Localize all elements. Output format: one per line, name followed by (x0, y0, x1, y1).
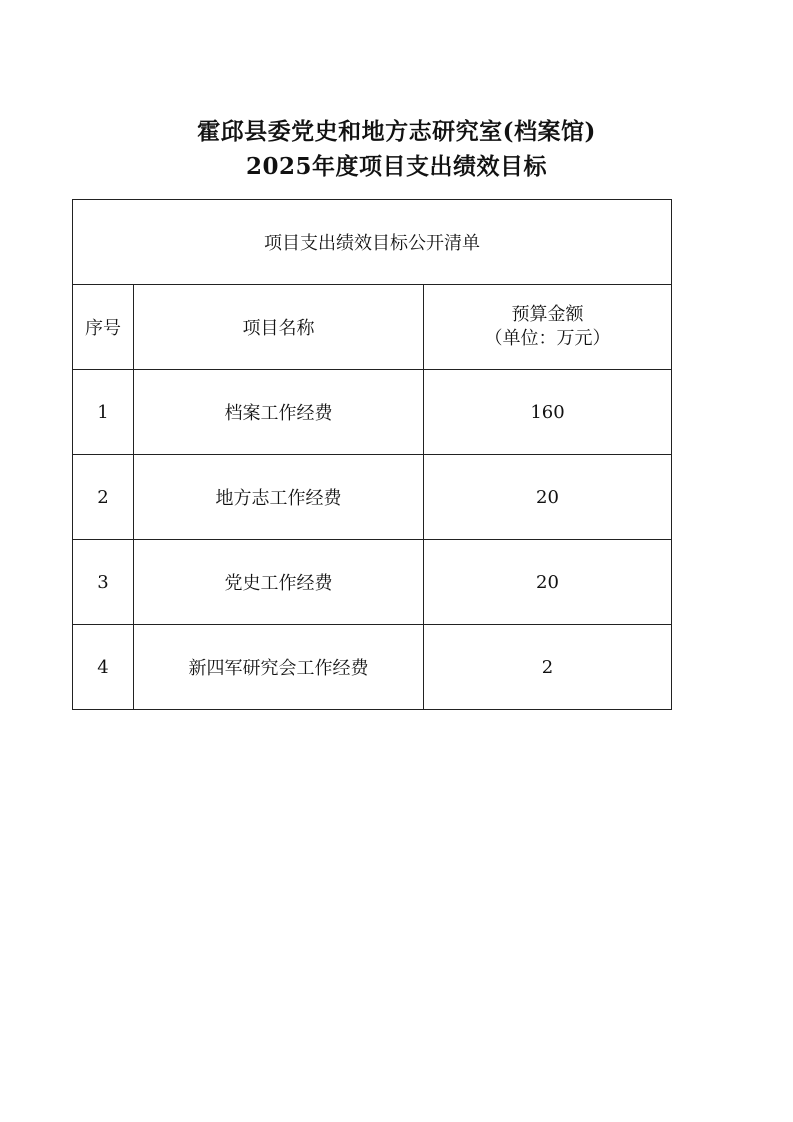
row-budget-amount: 2 (424, 625, 672, 710)
row-project-name: 地方志工作经费 (134, 455, 424, 540)
row-budget-amount: 160 (424, 370, 672, 455)
row-index: 2 (73, 455, 134, 540)
table-row (73, 625, 672, 710)
table-caption: 项目支出绩效目标公开清单 (73, 200, 672, 285)
header-budget-amount-unit: （单位：万元） (484, 328, 611, 349)
table-row (73, 540, 672, 625)
row-index: 3 (73, 540, 134, 625)
table-row (73, 455, 672, 540)
row-project-name: 党史工作经费 (134, 540, 424, 625)
header-budget-amount (424, 285, 672, 370)
row-index: 4 (73, 625, 134, 710)
row-project-name: 新四军研究会工作经费 (134, 625, 424, 710)
page-title-line-2: 2025年度项目支出绩效目标 (245, 153, 547, 180)
header-project-name: 项目名称 (134, 285, 424, 370)
row-project-name: 档案工作经费 (134, 370, 424, 455)
row-budget-amount: 20 (424, 455, 672, 540)
row-index: 1 (73, 370, 134, 455)
table-caption-row (73, 200, 672, 285)
row-budget-amount: 20 (424, 540, 672, 625)
budget-table (72, 199, 672, 710)
page-title-line-1: 霍邱县委党史和地方志研究室(档案馆) (197, 118, 596, 145)
header-index: 序号 (73, 285, 134, 370)
header-budget-amount-label: 预算金额 (511, 304, 584, 325)
table-row (73, 370, 672, 455)
table-header-row (73, 285, 672, 370)
